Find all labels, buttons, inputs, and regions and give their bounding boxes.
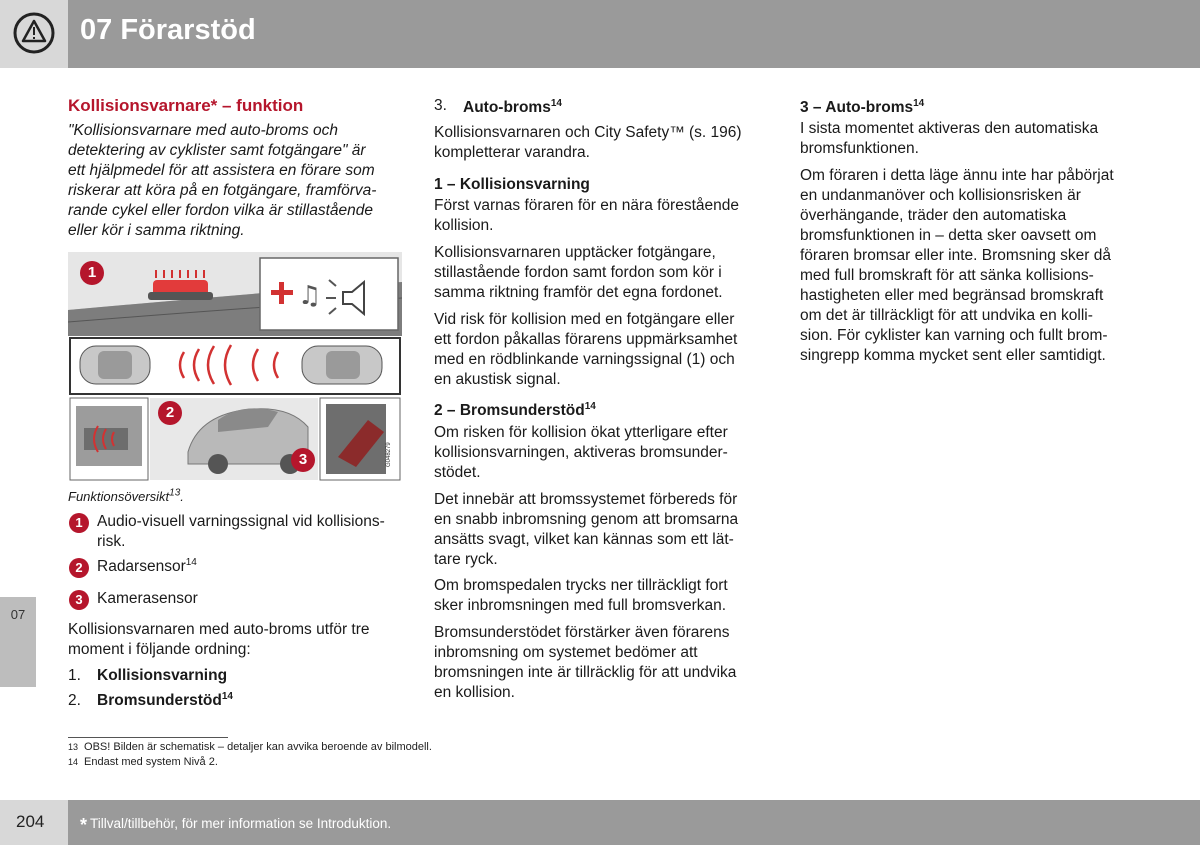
col2-para-5 [434, 423, 764, 483]
footnote-text: OBS! Bilden är schematisk – detaljer kan avvika beroende av bilmodell. [84, 741, 432, 753]
para-line: sion. För cyklister kan varning och fullt brom- [800, 327, 1108, 344]
figure-badge-1: 1 [80, 261, 104, 285]
para-line: överhängande, träder den automatiska [800, 207, 1067, 224]
step-sup: 14 [221, 690, 233, 702]
col2-para-7 [434, 576, 764, 616]
steps-intro [68, 620, 408, 660]
para-line: Det innebär att bromssystemet förbereds för [434, 491, 738, 508]
para-line: stillastående fordon samt fordon som kör i [434, 264, 722, 281]
para-line: kollision. [434, 217, 494, 234]
para-line: Om risken för kollision ökat ytterligare efter [434, 424, 728, 441]
footer-star: * [80, 815, 88, 835]
para-line: Vid risk för kollision med en fotgängare eller [434, 311, 735, 328]
col2-para-3 [434, 243, 764, 303]
para-line: bromsningen inte är tillräcklig för att undvika [434, 664, 737, 681]
intro-line: rande cykel eller fordon vilka är stillastående [68, 202, 373, 219]
intro-line: ett hjälpmedel för att assistera en förare som [68, 162, 375, 179]
col3-para-2 [800, 166, 1150, 366]
para-line: Först varnas föraren för en nära förestående [434, 197, 739, 214]
step-label-1: Kollisionsvarning [97, 667, 228, 684]
intro-text [68, 121, 408, 241]
para-line: föraren bromsar eller inte. Bromsning sker då [800, 247, 1111, 264]
footnote-14 [68, 756, 218, 768]
warning-triangle-icon [12, 11, 56, 55]
legend-line: risk. [97, 533, 126, 550]
legend-item-3: Kamerasensor [97, 590, 198, 607]
para-line: sker inbromsningen med full bromsverkan. [434, 597, 727, 614]
footer-note-text: Tillval/tillbehör, för mer information se Introduktion. [90, 816, 392, 831]
legend-line: Radarsensor [97, 558, 186, 575]
step-label-3 [463, 98, 562, 118]
para-line: med full bromskraft för att sänka kollisions- [800, 267, 1094, 284]
footnote-num: 14 [68, 757, 79, 767]
para-line: kompletterar varandra. [434, 144, 590, 161]
para-line: en akustisk signal. [434, 371, 561, 388]
para-line: tare ryck. [434, 551, 498, 568]
col2-para-2 [434, 196, 764, 236]
para-line: ansätts svagt, vilket kan kännas som ett lät- [434, 531, 734, 548]
subheading-collision-warning: 1 – Kollisionsvarning [434, 176, 590, 193]
legend-badge-2: 2 [69, 558, 89, 578]
subheading-text: 2 – Bromsunderstöd [434, 402, 585, 419]
legend-line: Audio-visuell varningssignal vid kollisions- [97, 513, 385, 530]
legend-badge-1: 1 [69, 513, 89, 533]
para-line: Kollisionsvarnaren upptäcker fotgängare, [434, 244, 716, 261]
footnote-divider [68, 737, 228, 738]
para-line: med en rödblinkande varningssignal (1) och [434, 351, 735, 368]
para-line: en kollision. [434, 684, 515, 701]
figure-badge-2: 2 [158, 401, 182, 425]
svg-text:♫: ♫ [298, 281, 322, 311]
para-line: inbromsning om systemet bedömer att [434, 644, 698, 661]
figure-illustration [68, 252, 402, 482]
page-title: 07 Förarstöd [80, 14, 256, 46]
para-line: en snabb inbromsning genom att bromsarna [434, 511, 739, 528]
para-line: bromsfunktionen. [800, 140, 919, 157]
legend-item-2 [97, 557, 197, 577]
col2-para-8 [434, 623, 764, 703]
intro-line: detektering av cyklister samt fotgängare" är [68, 142, 366, 159]
subheading-sup: 14 [584, 400, 596, 412]
step-num-2: 2. [68, 692, 81, 709]
para-line: hastigheten eller med begränsad bromskraft [800, 287, 1104, 304]
page-number: 204 [16, 812, 45, 831]
chapter-side-tab [0, 597, 36, 687]
para-line: kollisionsvarningen, aktiveras bromsunder- [434, 444, 728, 461]
para-line: stödet. [434, 464, 481, 481]
para-line: I sista momentet aktiveras den automatiska [800, 120, 1099, 137]
para-line: bromsfunktionen in – detta sker oavsett om [800, 227, 1097, 244]
footnote-text: Endast med system Nivå 2. [84, 756, 218, 768]
para-line: Om bromspedalen trycks ner tillräckligt fort [434, 577, 728, 594]
para-line: om det är tillräckligt för att undvika en kolli- [800, 307, 1093, 324]
footer-note [80, 815, 391, 836]
figure-code: G048279 [386, 442, 392, 467]
footnote-num: 13 [68, 742, 79, 752]
subheading-auto-brake [800, 99, 924, 117]
para-line: ett fordon påkallas förarens uppmärksamhet [434, 331, 738, 348]
step-num-3: 3. [434, 97, 447, 114]
step-num-1: 1. [68, 667, 81, 684]
col3-para-1 [800, 119, 1150, 159]
para-line: en undanmanöver och kollisionsrisken är [800, 187, 1081, 204]
legend-sup: 14 [185, 556, 197, 568]
figure-caption-text: Funktionsöversikt [68, 489, 170, 504]
para-line: Kollisionsvarnaren med auto-broms utför tre [68, 621, 370, 638]
col2-para-1 [434, 123, 764, 163]
step-label-text: Auto-broms [463, 99, 551, 116]
col2-para-6 [434, 490, 764, 570]
para-line: moment i följande ordning: [68, 641, 251, 658]
step-label-text: Bromsunderstöd [97, 692, 222, 709]
legend-badge-3: 3 [69, 590, 89, 610]
figure-caption-sup: 13 [169, 487, 181, 499]
para-line: samma riktning framför det egna fordonet. [434, 284, 723, 301]
para-line: Bromsunderstödet förstärker även förarens [434, 624, 730, 641]
intro-line: "Kollisionsvarnare med auto-broms och [68, 122, 338, 139]
subheading-text: 3 – Auto-broms [800, 99, 914, 116]
section-heading: Kollisionsvarnare* – funktion [68, 96, 304, 115]
para-line: singrepp komma mycket sent eller samtidigt. [800, 347, 1106, 364]
function-overview-figure [68, 252, 402, 482]
col2-para-4 [434, 310, 764, 390]
subheading-brake-support [434, 402, 596, 420]
figure-badge-3: 3 [291, 448, 315, 472]
para-line: Kollisionsvarnaren och City Safety™ (s. 196) [434, 124, 742, 141]
legend-item-1 [97, 512, 407, 552]
footnote-13 [68, 741, 432, 753]
chapter-tab-label: 07 [10, 607, 26, 622]
step-sup: 14 [550, 97, 562, 109]
intro-line: eller kör i samma riktning. [68, 222, 245, 239]
para-line: Om föraren i detta läge ännu inte har påbörjat [800, 167, 1114, 184]
step-label-2 [97, 691, 233, 711]
subheading-sup: 14 [913, 97, 925, 109]
figure-caption: Funktionsöversikt$^{13}$. [68, 487, 184, 504]
intro-line: riskerar att köra på en fotgängare, framförva- [68, 182, 377, 199]
